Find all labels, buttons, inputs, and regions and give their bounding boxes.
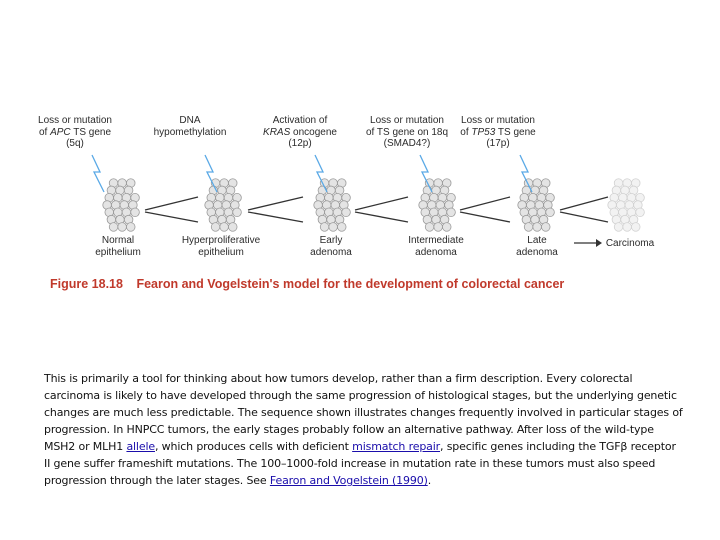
mutation-label-tp53 bbox=[460, 115, 535, 150]
link-fearon-vogelstein[interactable]: Fearon and Vogelstein (1990) bbox=[269, 474, 428, 487]
cell bbox=[636, 208, 645, 217]
label-line: (17p) bbox=[486, 138, 510, 149]
diverging-line bbox=[560, 212, 608, 222]
label-line: Normal bbox=[101, 235, 135, 246]
cell-cluster bbox=[419, 179, 456, 231]
lightning-bolt-icon bbox=[92, 155, 104, 192]
cell bbox=[434, 223, 443, 232]
link-allele[interactable]: allele bbox=[126, 440, 155, 453]
label-line: Carcinoma bbox=[605, 238, 655, 249]
cell bbox=[211, 223, 220, 232]
cell bbox=[342, 208, 351, 217]
cell bbox=[447, 208, 456, 217]
cell bbox=[131, 208, 140, 217]
body-text-2: , which produces cells with deficient bbox=[154, 440, 353, 453]
label-line: Hyperproliferative bbox=[181, 235, 261, 246]
diverging-line bbox=[248, 212, 303, 222]
body-text-3: , specific genes including the TGFβ receptor II gene suffer frameshift mutations. The 100–1000-fold increase in mutation rate in these tumors must also speed progression through the later stages. See bbox=[44, 440, 676, 487]
label-line: Loss or mutation bbox=[370, 115, 444, 126]
label-line: epithelium bbox=[95, 246, 141, 258]
label-line: Early bbox=[319, 235, 343, 246]
cell bbox=[228, 223, 237, 232]
cell bbox=[118, 223, 127, 232]
caption-title: Fearon and Vogelstein's model for the development of colorectal cancer bbox=[136, 277, 565, 291]
cell bbox=[524, 223, 533, 232]
label-line: Activation of bbox=[272, 115, 328, 126]
figure-caption bbox=[50, 277, 564, 291]
converging-line bbox=[248, 197, 303, 210]
label-line: of APC TS gene bbox=[38, 126, 112, 138]
label-line: KRAS oncogene bbox=[263, 126, 337, 138]
label-line: (SMAD4?) bbox=[383, 138, 431, 149]
label-line: adenoma bbox=[310, 246, 352, 258]
mutation-label-18q bbox=[366, 115, 448, 150]
label-line: of TP53 TS gene bbox=[460, 126, 536, 138]
stage-label-intermediate bbox=[408, 235, 464, 258]
cell-cluster bbox=[608, 179, 645, 231]
diverging-line bbox=[355, 212, 408, 222]
label-line: (5q) bbox=[66, 138, 84, 149]
label-line: Late bbox=[527, 235, 547, 246]
cell bbox=[614, 223, 623, 232]
diverging-line bbox=[460, 212, 510, 222]
cell-cluster bbox=[205, 179, 242, 231]
stage-label-carcinoma bbox=[606, 238, 654, 250]
label-line: hypomethylation bbox=[153, 126, 227, 138]
cell bbox=[541, 223, 550, 232]
converging-line bbox=[460, 197, 510, 210]
cell bbox=[425, 223, 434, 232]
diverging-line bbox=[145, 212, 198, 222]
label-line: (12p) bbox=[288, 138, 312, 149]
stage-label-early bbox=[310, 235, 352, 258]
label-line: of TS gene on 18q bbox=[365, 126, 449, 138]
label-line: adenoma bbox=[516, 246, 558, 258]
label-line: Loss or mutation bbox=[38, 115, 112, 126]
cell bbox=[546, 208, 555, 217]
cell bbox=[533, 223, 542, 232]
converging-line bbox=[560, 197, 608, 210]
body-text-4: . bbox=[427, 474, 432, 487]
cell bbox=[126, 223, 135, 232]
cell-cluster bbox=[518, 179, 555, 231]
converging-line bbox=[355, 197, 408, 210]
label-line: Intermediate bbox=[408, 235, 464, 246]
body-text-1: This is primarily a tool for thinking about how tumors develop, rather than a firm description. Every colorectal carcinoma is likely to have developed through the same progression of histological stages, but the underlying genetic changes are much less predictable. The sequence shown illustrates changes frequently involved in particular stages of progression. In HNPCC tumors, the early stages probably follow an alternative pathway. After loss of the wild-type MSH2 or MLH1 bbox=[44, 372, 683, 453]
cell-cluster bbox=[103, 179, 140, 231]
label-line: adenoma bbox=[415, 246, 457, 258]
converging-line bbox=[145, 197, 198, 210]
cell bbox=[320, 223, 329, 232]
label-line: Loss or mutation bbox=[461, 115, 535, 126]
cell bbox=[623, 223, 632, 232]
mutation-label-apc bbox=[38, 115, 112, 150]
cell bbox=[337, 223, 346, 232]
cell-cluster bbox=[314, 179, 351, 231]
stage-label-normal bbox=[95, 235, 141, 258]
carcinoma-arrowhead bbox=[596, 239, 602, 247]
cell bbox=[329, 223, 338, 232]
stage-label-hyperproliferative bbox=[182, 235, 260, 258]
cell bbox=[220, 223, 229, 232]
label-line: epithelium bbox=[198, 246, 244, 258]
cell bbox=[442, 223, 451, 232]
cell bbox=[631, 223, 640, 232]
caption-number: Figure 18.18 bbox=[50, 277, 123, 291]
stage-label-late bbox=[516, 235, 558, 258]
cell bbox=[109, 223, 118, 232]
mutation-label-dna bbox=[154, 115, 227, 138]
label-line: DNA bbox=[179, 115, 201, 126]
cell bbox=[233, 208, 242, 217]
body-paragraph bbox=[44, 370, 684, 489]
mutation-label-kras bbox=[263, 115, 337, 150]
link-mismatch-repair[interactable]: mismatch repair bbox=[352, 440, 441, 453]
